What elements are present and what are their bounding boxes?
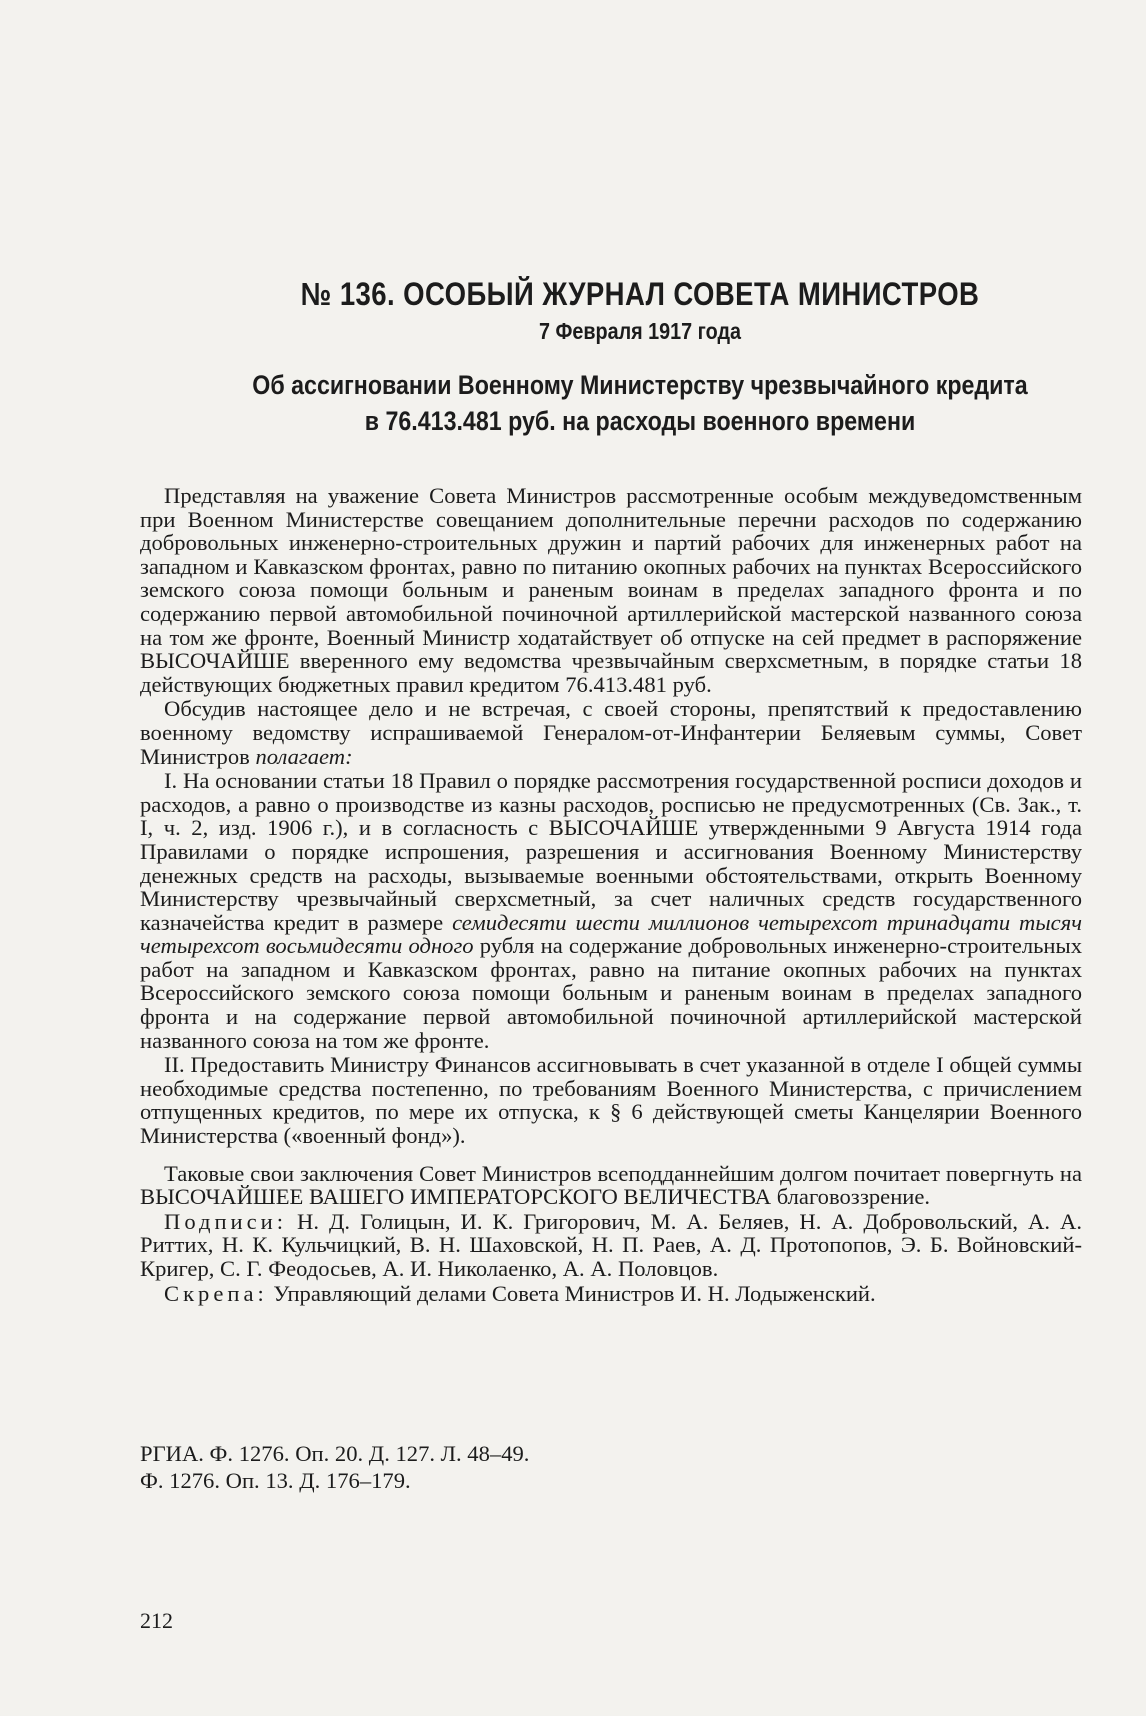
document-date: 7 Февраля 1917 года	[538, 318, 742, 344]
paragraph-conclusion: Таковые свои заключения Совет Министров всеподданнейшим долгом почитает повергнуть на ВЫСОЧАЙШЕЕ ВАШЕГО ИМПЕРАТОРСКОГО ВЕЛИЧЕСТВА благовоззрение.	[140, 1160, 1082, 1210]
document-title: № 136. ОСОБЫЙ ЖУРНАЛ СОВЕТА МИНИСТРОВ	[300, 276, 980, 312]
document-subtitle-line-1: Об ассигновании Военному Министерству чрезвычайного кредита	[252, 370, 1028, 400]
paragraph-discussion-text: Обсудив настоящее дело и не встречая, с своей стороны, препятствий к предоставлению военному ведомству испрашиваемой Генералом-от-Инфантерии Беляевым суммы, Совет Министров	[140, 696, 1082, 769]
source-line-2: Ф. 1276. Оп. 13. Д. 176–179.	[140, 1468, 411, 1493]
resolution-one-amount-words: семидесяти шести миллионов четырехсот тринадцати тысяч четырехсот восьмидесяти одного	[140, 909, 1082, 959]
signatures-names: Н. Д. Голицын, И. К. Григорович, М. А. Беляев, Н. А. Добровольский, А. А. Риттих, Н. К. Кульчицкий, В. Н. Шаховской, Н. П. Раев, А. Д. Протопопов, Э. Б. Войновский-Кригер, С. Г. Феодосьев, А. И. Николаенко, А. А. Половцов.	[140, 1208, 1082, 1281]
skrepa-text: Управляющий делами Совета Министров И. Н. Лодыженский.	[267, 1280, 876, 1306]
page-number: 212	[140, 1608, 173, 1633]
skrepa	[140, 1282, 1082, 1306]
paragraph-discussion	[140, 697, 1082, 768]
resolution-one-text-before: I. На основании статьи 18 Правил о порядке рассмотрения государственной росписи доходов и расходов, а равно о производстве из казны расходов, росписью не предусмотренных (Св. Зак., т. I, ч. 2, изд. 1906 г.), и в согласность с ВЫСОЧАЙШЕ утвержденными 9 Августа 1914 года Правилами о порядке испрошения, разрешения и ассигнования Военному Министерству денежных средств на расходы, вызываемые военными обстоятельствами, открыть Военному Министерству чрезвычайный сверхсметный, за счет наличных средств государственного казначейства кредит в размере	[140, 768, 1082, 935]
paragraph-resolution-one	[140, 769, 1082, 1052]
source-line-1: РГИА. Ф. 1276. Оп. 20. Д. 127. Л. 48–49.	[140, 1441, 530, 1466]
paragraph-resolution-two: II. Предоставить Министру Финансов ассигновывать в счет указанной в отделе I общей суммы необходимые средства постепенно, по требованиям Военного Министерства, с причислением отпущенных кредитов, по мере их отпуска, к § 6 действующей сметы Канцелярии Военного Министерства («военный фонд»).	[140, 1052, 1082, 1149]
resolution-one-text-after: рубля на содержание добровольных инженерно-строительных работ на западном и Кавказском фронтах, равно на питание окопных рабочих на пунктах Всероссийского земского союза помощи больным и раненым воинам в пределах западного фронта и на содержание первой автомобильной починочной артиллерийской мастерской названного союза на том же фронте.	[140, 933, 1082, 1053]
document-body	[140, 484, 1082, 1305]
archival-source	[140, 1440, 1040, 1494]
signatures-label: Подписи:	[164, 1208, 288, 1234]
skrepa-label: Скрепа:	[164, 1280, 268, 1306]
signatures	[140, 1210, 1082, 1281]
document-subtitle-line-2: в 76.413.481 руб. на расходы военного времени	[364, 406, 916, 436]
paragraph-presentation: Представляя на уважение Совета Министров рассмотренные особым междуведомственным при Военном Министерстве совещанием дополнительные перечни расходов по содержанию добровольных инженерно-строительных дружин и партий рабочих для инженерных работ на западном и Кавказском фронтах, равно по питанию окопных рабочих на пунктах Всероссийского земского союза помощи больным и раненым воинам в пределах западного фронта и по содержанию первой автомобильной починочной артиллерийской мастерской названного союза на том же фронте, Военный Министр ходатайствует об отпуске на сей предмет в распоряжение ВЫСОЧАЙШЕ вверенного ему ведомства чрезвычайным сверхсметным, в порядке статьи 18 действующих бюджетных правил кредитом 76.413.481 руб.	[140, 483, 1082, 697]
paragraph-discussion-italic: полагает:	[255, 743, 353, 769]
